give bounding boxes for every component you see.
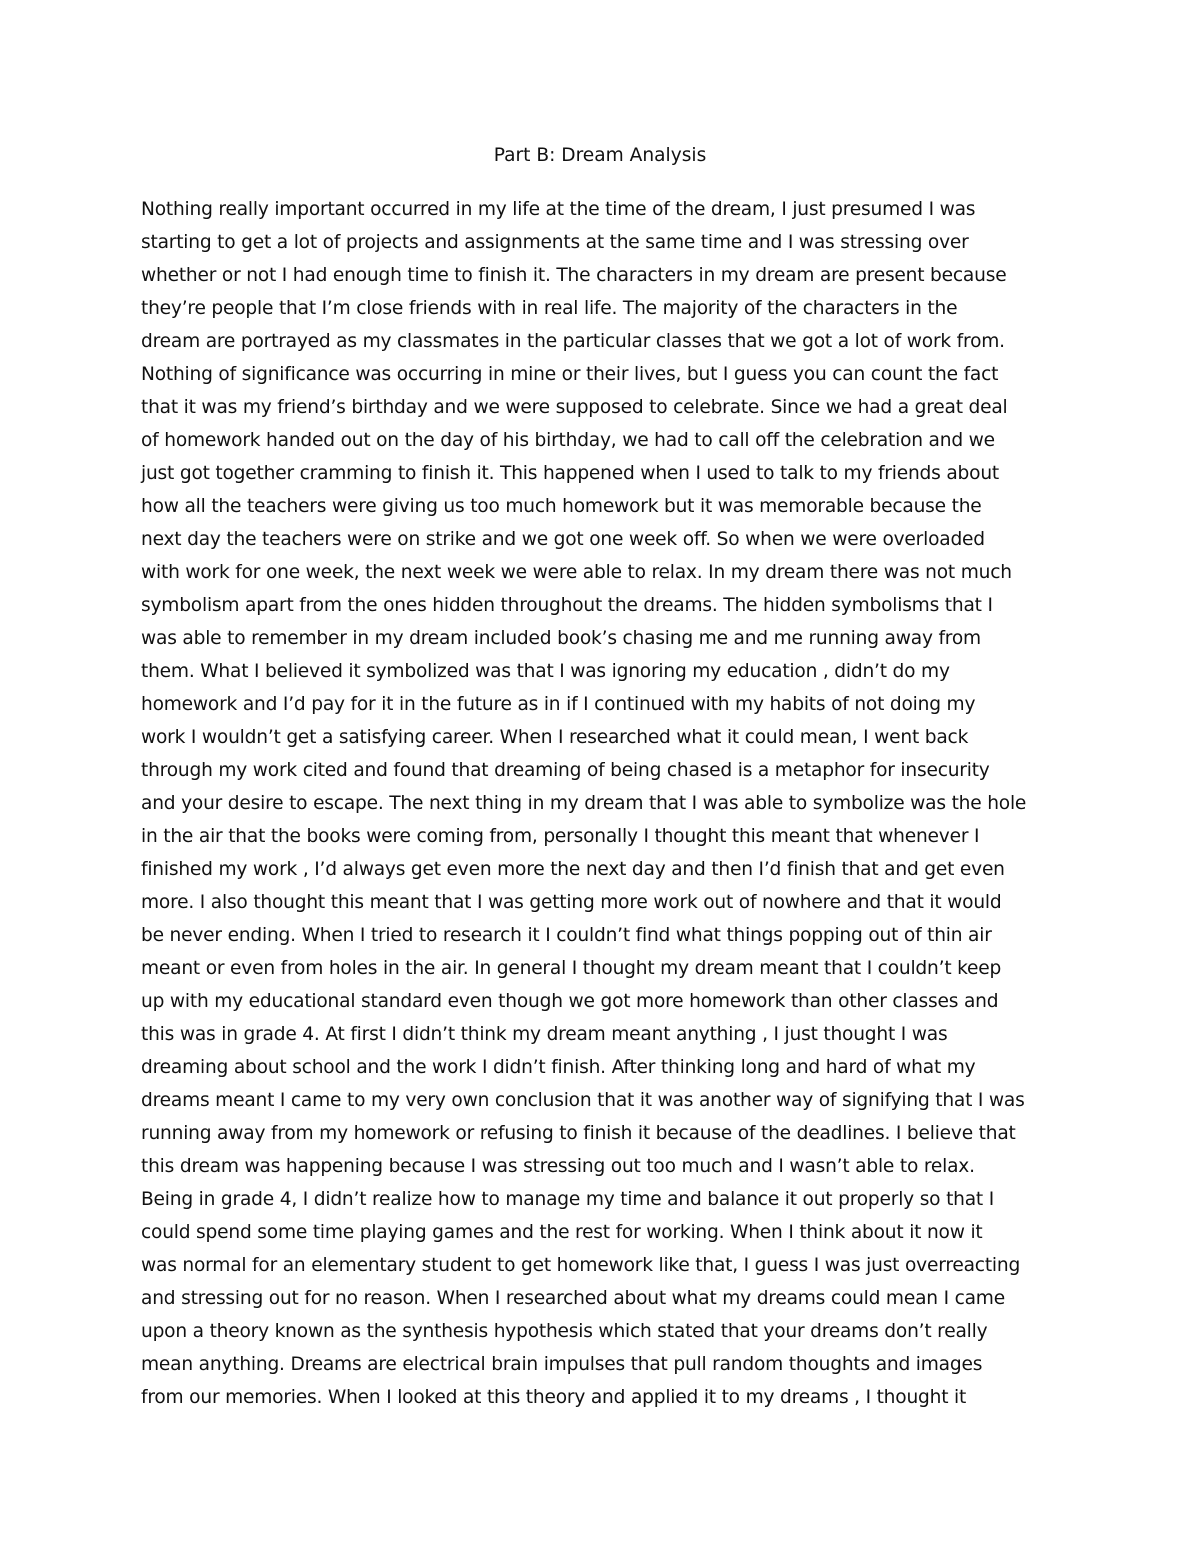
body-line: dream are portrayed as my classmates in the particular classes that we got a lot of work from. (141, 331, 1005, 352)
body-line: and stressing out for no reason. When I researched about what my dreams could mean I came (141, 1288, 1005, 1309)
body-line: running away from my homework or refusing to finish it because of the deadlines. I believe that (141, 1123, 1016, 1144)
document-body (141, 193, 1071, 1414)
body-line: this dream was happening because I was stressing out too much and I wasn’t able to relax. (141, 1156, 975, 1177)
body-line: next day the teachers were on strike and we got one week off. So when we were overloaded (141, 529, 985, 550)
body-line: up with my educational standard even though we got more homework than other classes and (141, 991, 999, 1012)
body-line: homework and I’d pay for it in the future as in if I continued with my habits of not doing my (141, 694, 976, 715)
body-line: meant or even from holes in the air. In general I thought my dream meant that I couldn’t keep (141, 958, 1002, 979)
body-line: how all the teachers were giving us too much homework but it was memorable because the (141, 496, 982, 517)
body-line: from our memories. When I looked at this theory and applied it to my dreams , I thought it (141, 1387, 967, 1408)
body-line: was able to remember in my dream included book’s chasing me and me running away from (141, 628, 981, 649)
body-line: just got together cramming to finish it. This happened when I used to talk to my friends about (141, 463, 999, 484)
body-line: this was in grade 4. At first I didn’t think my dream meant anything , I just thought I was (141, 1024, 948, 1045)
body-line: could spend some time playing games and the rest for working. When I think about it now it (141, 1222, 983, 1243)
body-line: in the air that the books were coming from, personally I thought this meant that whenever I (141, 826, 980, 847)
body-line: more. I also thought this meant that I was getting more work out of nowhere and that it would (141, 892, 1002, 913)
body-line: Nothing really important occurred in my life at the time of the dream, I just presumed I was (141, 199, 976, 220)
body-line: finished my work , I’d always get even more the next day and then I’d finish that and get even (141, 859, 1005, 880)
body-line: dreams meant I came to my very own conclusion that it was another way of signifying that I was (141, 1090, 1025, 1111)
body-line: they’re people that I’m close friends with in real life. The majority of the characters in the (141, 298, 958, 319)
body-line: was normal for an elementary student to get homework like that, I guess I was just overreacting (141, 1255, 1021, 1276)
body-line: mean anything. Dreams are electrical brain impulses that pull random thoughts and images (141, 1354, 983, 1375)
body-line: symbolism apart from the ones hidden throughout the dreams. The hidden symbolisms that I (141, 595, 993, 616)
body-line: be never ending. When I tried to research it I couldn’t find what things popping out of thin air (141, 925, 992, 946)
body-line: starting to get a lot of projects and assignments at the same time and I was stressing over (141, 232, 969, 253)
body-line: work I wouldn’t get a satisfying career. When I researched what it could mean, I went back (141, 727, 969, 748)
body-line: Nothing of significance was occurring in mine or their lives, but I guess you can count the fact (141, 364, 999, 385)
body-line: whether or not I had enough time to finish it. The characters in my dream are present because (141, 265, 1007, 286)
body-line: and your desire to escape. The next thing in my dream that I was able to symbolize was the hole (141, 793, 1027, 814)
body-line: upon a theory known as the synthesis hypothesis which stated that your dreams don’t really (141, 1321, 988, 1342)
body-line: through my work cited and found that dreaming of being chased is a metaphor for insecurity (141, 760, 990, 781)
body-line: of homework handed out on the day of his birthday, we had to call off the celebration and we (141, 430, 995, 451)
body-line: dreaming about school and the work I didn’t finish. After thinking long and hard of what my (141, 1057, 976, 1078)
document-title: Part B: Dream Analysis (493, 145, 707, 166)
body-line: Being in grade 4, I didn’t realize how to manage my time and balance it out properly so that I (141, 1189, 995, 1210)
body-line: that it was my friend’s birthday and we were supposed to celebrate. Since we had a great deal (141, 397, 1008, 418)
body-line: them. What I believed it symbolized was that I was ignoring my education , didn’t do my (141, 661, 950, 682)
body-line: with work for one week, the next week we were able to relax. In my dream there was not much (141, 562, 1012, 583)
